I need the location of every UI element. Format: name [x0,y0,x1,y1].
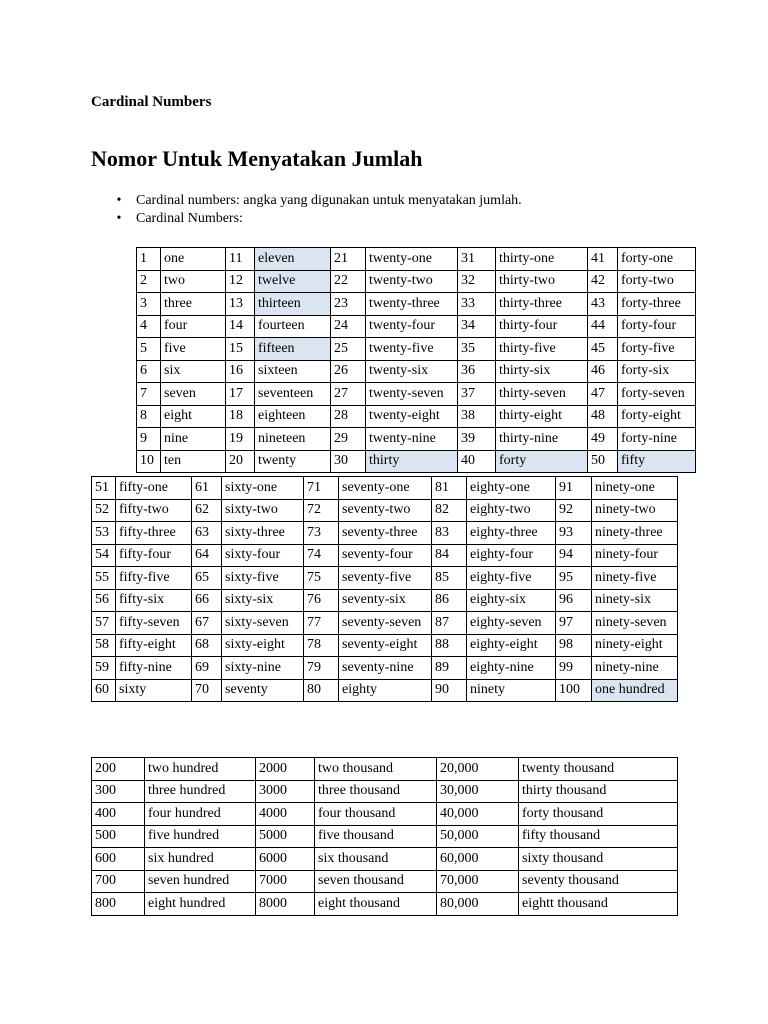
word-cell: fifty-one [116,477,192,500]
word-cell: seventy-two [339,499,432,522]
table-row [92,848,678,871]
doc-subtitle: Cardinal Numbers [91,94,212,110]
number-cell: 72 [304,499,339,522]
number-cell: 25 [331,338,366,361]
word-cell: three [161,293,226,316]
number-cell: 50 [588,450,618,473]
word-cell: twenty-five [366,338,458,361]
word-cell: twenty-three [366,293,458,316]
number-cell: 18 [226,405,255,428]
word-cell: forty-eight [618,405,696,428]
number-cell: 60 [92,679,116,702]
number-cell: 70 [192,679,222,702]
number-cell: 61 [192,477,222,500]
number-cell: 27 [331,383,366,406]
word-cell: sixty thousand [519,848,678,871]
word-cell: thirty-five [496,338,588,361]
word-cell: fifty-two [116,499,192,522]
word-cell: forty-one [618,248,696,271]
number-cell: 36 [458,360,496,383]
word-cell: seventy-seven [339,612,432,635]
number-cell: 83 [432,522,467,545]
table-row [137,338,696,361]
word-cell: eight thousand [315,893,437,916]
number-cell: 39 [458,428,496,451]
word-cell: eighty-two [467,499,556,522]
number-cell: 30 [331,450,366,473]
number-cell: 49 [588,428,618,451]
word-cell: thirty-eight [496,405,588,428]
word-cell: thirty-four [496,315,588,338]
number-cell: 51 [92,477,116,500]
word-cell: fourteen [255,315,331,338]
number-cell: 40 [458,450,496,473]
word-cell: twenty-eight [366,405,458,428]
doc-title: Nomor Untuk Menyatakan Jumlah [91,146,423,171]
table-row [137,248,696,271]
number-cell: 53 [92,522,116,545]
number-cell: 80 [304,679,339,702]
word-cell: eight [161,405,226,428]
number-cell: 82 [432,499,467,522]
table-row [92,679,678,702]
word-cell: sixty-six [222,589,304,612]
table-row [92,803,678,826]
word-cell: twenty [255,450,331,473]
number-cell: 37 [458,383,496,406]
word-cell: ninety-nine [592,657,678,680]
number-cell: 70,000 [437,870,519,893]
word-cell: eighty-five [467,567,556,590]
word-cell: eighty [339,679,432,702]
numbers-table-51-100 [91,476,678,702]
numbers-table-hundreds-thousands [91,757,678,916]
word-cell: forty-four [618,315,696,338]
number-cell: 90 [432,679,467,702]
word-cell: eighty-one [467,477,556,500]
word-cell: nineteen [255,428,331,451]
number-cell: 80,000 [437,893,519,916]
word-cell: eighty-three [467,522,556,545]
word-cell: two [161,270,226,293]
number-cell: 77 [304,612,339,635]
numbers-table-1-50 [136,247,696,473]
number-cell: 92 [556,499,592,522]
word-cell: thirty-one [496,248,588,271]
word-cell: forty-nine [618,428,696,451]
number-cell: 32 [458,270,496,293]
word-cell: sixty-eight [222,634,304,657]
bullet-icon: • [116,211,122,226]
word-cell: fifty thousand [519,825,678,848]
table-row [92,634,678,657]
word-cell: five thousand [315,825,437,848]
number-cell: 97 [556,612,592,635]
number-cell: 3000 [256,780,315,803]
number-cell: 500 [92,825,145,848]
word-cell: eightt thousand [519,893,678,916]
word-cell: eighty-seven [467,612,556,635]
number-cell: 31 [458,248,496,271]
word-cell: thirty [366,450,458,473]
word-cell: five hundred [145,825,256,848]
word-cell: ninety-eight [592,634,678,657]
word-cell: eighty-eight [467,634,556,657]
number-cell: 95 [556,567,592,590]
word-cell: thirty-six [496,360,588,383]
number-cell: 38 [458,405,496,428]
number-cell: 8000 [256,893,315,916]
number-cell: 93 [556,522,592,545]
number-cell: 300 [92,780,145,803]
number-cell: 16 [226,360,255,383]
number-cell: 96 [556,589,592,612]
number-cell: 100 [556,679,592,702]
number-cell: 33 [458,293,496,316]
table-row [92,825,678,848]
table-row [137,360,696,383]
number-cell: 68 [192,634,222,657]
number-cell: 75 [304,567,339,590]
word-cell: sixty-five [222,567,304,590]
table-row [92,567,678,590]
number-cell: 23 [331,293,366,316]
word-cell: twenty-one [366,248,458,271]
table-row [92,589,678,612]
word-cell: nine [161,428,226,451]
word-cell: seven hundred [145,870,256,893]
number-cell: 400 [92,803,145,826]
bullet-text: Cardinal numbers: angka yang digunakan untuk menyatakan jumlah. [136,193,522,208]
word-cell: fifty [618,450,696,473]
word-cell: ninety-two [592,499,678,522]
word-cell: ninety [467,679,556,702]
number-cell: 14 [226,315,255,338]
number-cell: 74 [304,544,339,567]
word-cell: fifty-seven [116,612,192,635]
word-cell: twenty-six [366,360,458,383]
word-cell: four hundred [145,803,256,826]
word-cell: three thousand [315,780,437,803]
word-cell: thirty-seven [496,383,588,406]
word-cell: ninety-three [592,522,678,545]
word-cell: sixty-seven [222,612,304,635]
number-cell: 46 [588,360,618,383]
number-cell: 7000 [256,870,315,893]
number-cell: 64 [192,544,222,567]
number-cell: 63 [192,522,222,545]
number-cell: 3 [137,293,161,316]
number-cell: 89 [432,657,467,680]
word-cell: sixty [116,679,192,702]
word-cell: fifty-four [116,544,192,567]
table-row [92,657,678,680]
number-cell: 10 [137,450,161,473]
word-cell: ninety-four [592,544,678,567]
word-cell: one [161,248,226,271]
word-cell: six thousand [315,848,437,871]
table-row [92,477,678,500]
word-cell: sixty-nine [222,657,304,680]
number-cell: 22 [331,270,366,293]
number-cell: 65 [192,567,222,590]
word-cell: forty thousand [519,803,678,826]
word-cell: seventy [222,679,304,702]
word-cell: twenty-seven [366,383,458,406]
number-cell: 600 [92,848,145,871]
bullet-list [116,192,522,228]
table-row [92,758,678,781]
word-cell: sixty-two [222,499,304,522]
number-cell: 62 [192,499,222,522]
number-cell: 47 [588,383,618,406]
number-cell: 58 [92,634,116,657]
number-cell: 29 [331,428,366,451]
word-cell: ninety-seven [592,612,678,635]
word-cell: fifteen [255,338,331,361]
number-cell: 21 [331,248,366,271]
word-cell: forty-three [618,293,696,316]
number-cell: 57 [92,612,116,635]
table-row [137,405,696,428]
word-cell: fifty-six [116,589,192,612]
number-cell: 15 [226,338,255,361]
word-cell: seventy-five [339,567,432,590]
table-row [92,612,678,635]
number-cell: 94 [556,544,592,567]
word-cell: twelve [255,270,331,293]
number-cell: 1 [137,248,161,271]
table-row [137,293,696,316]
word-cell: ninety-one [592,477,678,500]
table-body [92,758,678,916]
word-cell: seven [161,383,226,406]
number-cell: 88 [432,634,467,657]
number-cell: 91 [556,477,592,500]
table-row [92,780,678,803]
table-row [137,383,696,406]
word-cell: thirteen [255,293,331,316]
number-cell: 17 [226,383,255,406]
table-body [92,477,678,702]
number-cell: 42 [588,270,618,293]
word-cell: seventy-one [339,477,432,500]
word-cell: thirty thousand [519,780,678,803]
number-cell: 35 [458,338,496,361]
word-cell: eighty-nine [467,657,556,680]
word-cell: sixty-one [222,477,304,500]
word-cell: eighty-six [467,589,556,612]
number-cell: 20,000 [437,758,519,781]
word-cell: seventy-nine [339,657,432,680]
number-cell: 5000 [256,825,315,848]
table-row [92,499,678,522]
word-cell: forty [496,450,588,473]
table-body [137,248,696,473]
table-row [92,544,678,567]
number-cell: 85 [432,567,467,590]
number-cell: 34 [458,315,496,338]
word-cell: twenty-nine [366,428,458,451]
word-cell: forty-seven [618,383,696,406]
number-cell: 9 [137,428,161,451]
table-row [92,893,678,916]
number-cell: 700 [92,870,145,893]
number-cell: 200 [92,758,145,781]
word-cell: fifty-five [116,567,192,590]
bullet-item [116,210,522,228]
word-cell: four thousand [315,803,437,826]
number-cell: 54 [92,544,116,567]
number-cell: 12 [226,270,255,293]
word-cell: five [161,338,226,361]
table-row [137,428,696,451]
number-cell: 7 [137,383,161,406]
table-row [137,450,696,473]
table-row [137,315,696,338]
word-cell: twenty thousand [519,758,678,781]
word-cell: eighty-four [467,544,556,567]
word-cell: fifty-three [116,522,192,545]
number-cell: 52 [92,499,116,522]
number-cell: 48 [588,405,618,428]
number-cell: 4000 [256,803,315,826]
word-cell: forty-six [618,360,696,383]
word-cell: two hundred [145,758,256,781]
number-cell: 4 [137,315,161,338]
number-cell: 98 [556,634,592,657]
word-cell: fifty-eight [116,634,192,657]
word-cell: seventy-eight [339,634,432,657]
word-cell: seven thousand [315,870,437,893]
number-cell: 11 [226,248,255,271]
number-cell: 5 [137,338,161,361]
number-cell: 67 [192,612,222,635]
number-cell: 24 [331,315,366,338]
bullet-text: Cardinal Numbers: [136,211,243,226]
number-cell: 2000 [256,758,315,781]
word-cell: forty-five [618,338,696,361]
number-cell: 76 [304,589,339,612]
number-cell: 87 [432,612,467,635]
word-cell: ninety-six [592,589,678,612]
word-cell: sixty-four [222,544,304,567]
table-row [92,522,678,545]
number-cell: 8 [137,405,161,428]
number-cell: 800 [92,893,145,916]
word-cell: thirty-two [496,270,588,293]
number-cell: 26 [331,360,366,383]
word-cell: fifty-nine [116,657,192,680]
word-cell: seventy-six [339,589,432,612]
number-cell: 69 [192,657,222,680]
word-cell: eight hundred [145,893,256,916]
word-cell: eleven [255,248,331,271]
word-cell: sixty-three [222,522,304,545]
word-cell: six [161,360,226,383]
word-cell: ninety-five [592,567,678,590]
number-cell: 99 [556,657,592,680]
number-cell: 40,000 [437,803,519,826]
word-cell: three hundred [145,780,256,803]
word-cell: six hundred [145,848,256,871]
number-cell: 6 [137,360,161,383]
word-cell: ten [161,450,226,473]
number-cell: 41 [588,248,618,271]
word-cell: seventy-four [339,544,432,567]
number-cell: 50,000 [437,825,519,848]
number-cell: 55 [92,567,116,590]
word-cell: thirty-nine [496,428,588,451]
number-cell: 73 [304,522,339,545]
word-cell: twenty-two [366,270,458,293]
number-cell: 84 [432,544,467,567]
word-cell: forty-two [618,270,696,293]
number-cell: 45 [588,338,618,361]
number-cell: 78 [304,634,339,657]
word-cell: eighteen [255,405,331,428]
word-cell: thirty-three [496,293,588,316]
number-cell: 30,000 [437,780,519,803]
word-cell: twenty-four [366,315,458,338]
number-cell: 86 [432,589,467,612]
word-cell: one hundred [592,679,678,702]
number-cell: 56 [92,589,116,612]
number-cell: 44 [588,315,618,338]
number-cell: 13 [226,293,255,316]
table-row [92,870,678,893]
word-cell: seventy thousand [519,870,678,893]
number-cell: 43 [588,293,618,316]
number-cell: 19 [226,428,255,451]
bullet-icon: • [116,193,122,208]
word-cell: seventy-three [339,522,432,545]
number-cell: 2 [137,270,161,293]
number-cell: 20 [226,450,255,473]
number-cell: 60,000 [437,848,519,871]
number-cell: 66 [192,589,222,612]
number-cell: 81 [432,477,467,500]
word-cell: sixteen [255,360,331,383]
number-cell: 59 [92,657,116,680]
number-cell: 6000 [256,848,315,871]
number-cell: 79 [304,657,339,680]
word-cell: two thousand [315,758,437,781]
bullet-item [116,192,522,210]
word-cell: four [161,315,226,338]
number-cell: 28 [331,405,366,428]
number-cell: 71 [304,477,339,500]
word-cell: seventeen [255,383,331,406]
table-row [137,270,696,293]
